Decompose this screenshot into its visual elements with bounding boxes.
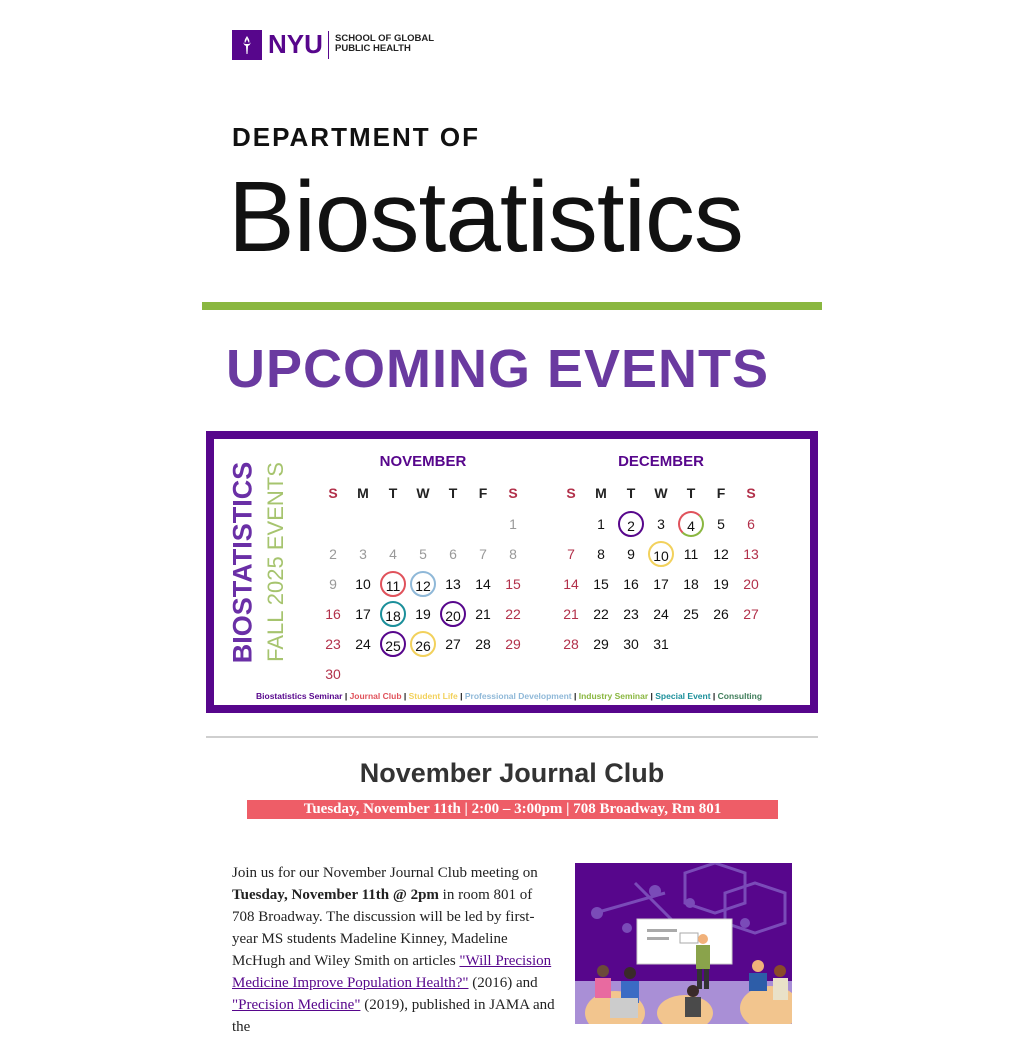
legend-item: Special Event xyxy=(655,691,711,701)
journal-club-illustration xyxy=(575,863,792,1024)
month-title-november: NOVEMBER xyxy=(379,453,467,470)
calendar-day: 30 xyxy=(325,666,341,682)
event-description xyxy=(232,862,557,1038)
legend-separator: | xyxy=(571,691,579,701)
calendar-day: 10 xyxy=(355,576,371,592)
calendar-day: 24 xyxy=(355,636,371,652)
article-link-2[interactable]: "Precision Medicine" xyxy=(232,997,361,1013)
calendar-day: 13 xyxy=(743,546,759,562)
calendar-day: 25 xyxy=(380,631,406,657)
green-divider xyxy=(202,302,822,310)
calendar-day: 8 xyxy=(597,546,605,562)
legend-separator: | xyxy=(401,691,409,701)
weekday-header: M xyxy=(357,485,369,501)
calendar-day: 23 xyxy=(325,636,341,652)
calendar-day: 14 xyxy=(475,576,491,592)
events-calendar xyxy=(206,431,818,713)
calendar-day: 21 xyxy=(475,606,491,622)
calendar-day: 29 xyxy=(593,636,609,652)
event-title: November Journal Club xyxy=(359,758,665,788)
calendar-day: 21 xyxy=(563,606,579,622)
legend-item: Biostatistics Seminar xyxy=(256,691,343,701)
legend-item: Journal Club xyxy=(349,691,402,701)
legend-item: Consulting xyxy=(717,691,763,701)
calendar-day: 31 xyxy=(653,636,669,652)
legend-separator: | xyxy=(342,691,350,701)
calendar-day: 23 xyxy=(623,606,639,622)
weekday-header: S xyxy=(746,485,756,501)
description-text: (2019), published in JAMA and the xyxy=(232,997,555,1035)
calendar-day: 22 xyxy=(505,606,521,622)
calendar-day: 14 xyxy=(563,576,579,592)
weekday-header: M xyxy=(595,485,607,501)
month-title-december: DECEMBER xyxy=(618,453,704,470)
weekday-header: S xyxy=(566,485,576,501)
calendar-day: 6 xyxy=(449,546,457,562)
calendar-day: 16 xyxy=(325,606,341,622)
school-line-1: SCHOOL OF GLOBAL xyxy=(335,33,435,44)
calendar-day: 20 xyxy=(440,601,466,627)
legend-separator: | xyxy=(648,691,656,701)
calendar-day: 13 xyxy=(445,576,461,592)
calendar-day: 19 xyxy=(713,576,729,592)
school-line-2: PUBLIC HEALTH xyxy=(335,43,411,54)
calendar-day: 1 xyxy=(597,516,605,532)
weekday-header: S xyxy=(328,485,338,501)
calendar-day: 20 xyxy=(743,576,759,592)
logo-divider xyxy=(328,31,329,59)
calendar-day: 3 xyxy=(359,546,367,562)
weekday-header: T xyxy=(686,485,696,501)
calendar-day: 15 xyxy=(593,576,609,592)
calendar-day: 30 xyxy=(623,636,639,652)
calendar-day: 28 xyxy=(475,636,491,652)
calendar-day: 2 xyxy=(329,546,337,562)
calendar-day: 28 xyxy=(563,636,579,652)
nyu-torch-icon xyxy=(232,30,262,60)
calendar-panel xyxy=(214,439,810,705)
calendar-side-subtitle: FALL 2025 EVENTS xyxy=(263,462,288,662)
nyu-logo xyxy=(232,30,442,60)
calendar-day: 15 xyxy=(505,576,521,592)
calendar-day: 16 xyxy=(623,576,639,592)
weekday-header: S xyxy=(508,485,518,501)
calendar-day: 4 xyxy=(389,546,397,562)
weekday-header: F xyxy=(478,485,488,501)
description-date: Tuesday, November 11th @ 2pm xyxy=(232,887,439,903)
weekday-header: W xyxy=(654,485,668,501)
calendar-day: 3 xyxy=(657,516,665,532)
calendar-day: 5 xyxy=(717,516,725,532)
article-link-1[interactable]: "Will Precision Medicine Improve Population Health?" xyxy=(232,953,552,991)
calendar-day: 10 xyxy=(648,541,674,567)
calendar-day: 18 xyxy=(380,601,406,627)
calendar-day: 7 xyxy=(567,546,575,562)
calendar-day: 19 xyxy=(415,606,431,622)
weekday-header: T xyxy=(626,485,636,501)
calendar-day: 9 xyxy=(329,576,337,592)
weekday-header: T xyxy=(388,485,398,501)
calendar-day: 18 xyxy=(683,576,699,592)
weekday-header: F xyxy=(716,485,726,501)
calendar-day: 4 xyxy=(678,511,704,537)
calendar-day: 22 xyxy=(593,606,609,622)
event-details-band: Tuesday, November 11th | 2:00 – 3:00pm | 708 Broadway, Rm 801 xyxy=(247,800,778,819)
calendar-day: 11 xyxy=(683,546,699,562)
calendar-day: 2 xyxy=(618,511,644,537)
legend-item: Professional Development xyxy=(464,691,572,701)
calendar-day: 12 xyxy=(410,571,436,597)
calendar-day: 27 xyxy=(445,636,461,652)
legend-item: Industry Seminar xyxy=(578,691,649,701)
calendar-day: 17 xyxy=(355,606,371,622)
calendar-day: 25 xyxy=(683,606,699,622)
calendar-day: 6 xyxy=(747,516,755,532)
calendar-day: 27 xyxy=(743,606,759,622)
calendar-day: 11 xyxy=(380,571,406,597)
legend-separator: | xyxy=(710,691,718,701)
calendar-day: 5 xyxy=(419,546,427,562)
calendar-day: 26 xyxy=(410,631,436,657)
legend-item: Student Life xyxy=(408,691,458,701)
weekday-header: W xyxy=(416,485,430,501)
calendar-day: 17 xyxy=(653,576,669,592)
calendar-day: 7 xyxy=(479,546,487,562)
description-text: (2016) and xyxy=(468,975,538,991)
upcoming-events-title: UPCOMING EVENTS xyxy=(226,339,770,399)
nyu-wordmark: NYU xyxy=(268,29,323,59)
section-divider xyxy=(206,736,818,738)
calendar-day: 1 xyxy=(509,516,517,532)
department-of-label: DEPARTMENT OF xyxy=(232,122,480,152)
description-text: Join us for our November Journal Club meeting on xyxy=(232,865,538,881)
calendar-side-title: BIOSTATISTICS xyxy=(227,461,258,664)
calendar-day: 29 xyxy=(505,636,521,652)
calendar-day: 8 xyxy=(509,546,517,562)
calendar-day: 9 xyxy=(627,546,635,562)
calendar-day: 26 xyxy=(713,606,729,622)
calendar-day: 24 xyxy=(653,606,669,622)
weekday-header: T xyxy=(448,485,458,501)
calendar-day: 12 xyxy=(713,546,729,562)
description-text: in room 801 of 708 Broadway. The discussion will be led by first-year MS students Madeline Kinney, Madeline McHugh and Wiley Smith on articles xyxy=(232,887,535,969)
department-name: Biostatistics xyxy=(228,161,743,273)
calendar-legend xyxy=(256,691,762,701)
legend-separator: | xyxy=(457,691,465,701)
school-name xyxy=(335,34,434,54)
